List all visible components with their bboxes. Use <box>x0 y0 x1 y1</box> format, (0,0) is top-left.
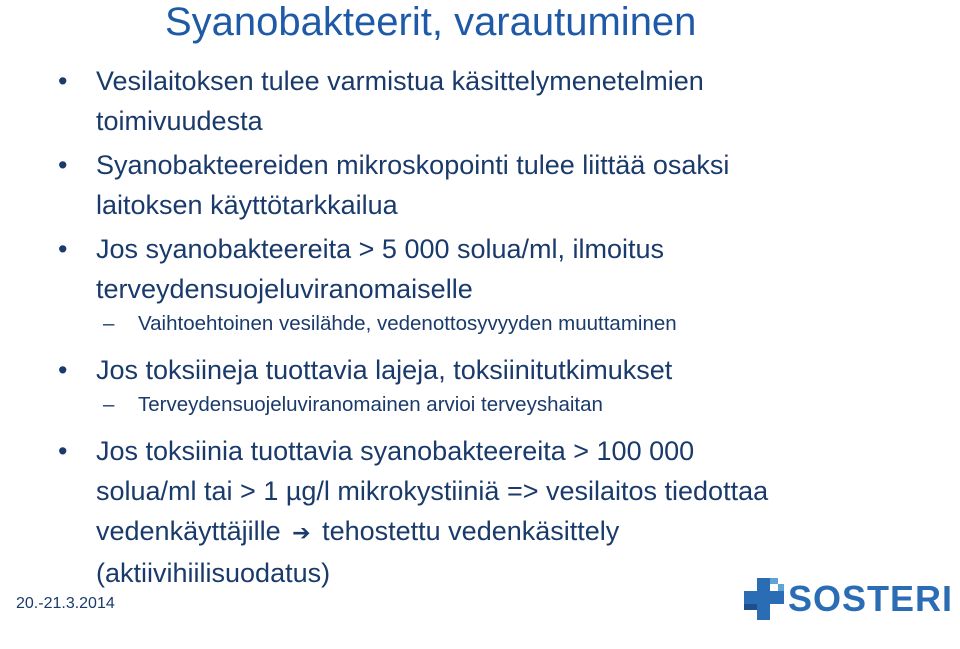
bullet-line: Vesilaitoksen tulee varmistua käsittelymenetelmien <box>96 66 704 96</box>
footer-date: 20.-21.3.2014 <box>16 595 115 612</box>
logo-text: SOSTERI <box>788 578 954 619</box>
bullet-item <box>52 145 932 225</box>
bullet-marker: • <box>58 355 68 385</box>
bullet-line-part: vedenkäyttäjille <box>96 516 281 546</box>
bullet-item <box>52 61 932 141</box>
bullet-item <box>52 229 932 309</box>
sub-bullet-item <box>52 390 932 420</box>
bullet-line: toimivuudesta <box>96 106 263 136</box>
dash-marker: – <box>103 312 115 335</box>
sub-bullet-text: Vaihtoehtoinen vesilähde, vedenottosyvyyden muuttaminen <box>138 312 677 335</box>
bullet-line: terveydensuojeluviranomaiselle <box>96 274 473 304</box>
bullet-marker: • <box>58 436 68 466</box>
bullet-line: (aktiivihiilisuodatus) <box>96 558 331 588</box>
bullet-line: Jos toksiineja tuottavia lajeja, toksiinitutkimukset <box>96 355 673 385</box>
slide-title: Syanobakteerit, varautuminen <box>165 0 697 44</box>
dash-marker: – <box>103 393 115 416</box>
bullet-line: solua/ml tai > 1 µg/l mikrokystiiniä => vesilaitos tiedottaa <box>96 476 769 506</box>
bullet-line: laitoksen käyttötarkkailua <box>96 190 398 220</box>
bullet-line <box>96 511 932 553</box>
bullet-marker: • <box>58 66 68 96</box>
sosteri-logo <box>742 574 954 624</box>
sub-bullet-text: Terveydensuojeluviranomainen arvioi terveyshaitan <box>138 393 603 416</box>
bullet-list <box>52 61 932 597</box>
bullet-marker: • <box>58 234 68 264</box>
cross-logo-icon <box>742 576 786 622</box>
bullet-marker: • <box>58 150 68 180</box>
arrow-right-icon: ➔ <box>292 520 311 545</box>
bullet-item <box>52 350 932 390</box>
bullet-line-part: tehostettu vedenkäsittely <box>322 516 620 546</box>
bullet-item <box>52 431 932 593</box>
bullet-line: Jos syanobakteereita > 5 000 solua/ml, ilmoitus <box>96 234 665 264</box>
bullet-line: Jos toksiinia tuottavia syanobakteereita > 100 000 <box>96 436 695 466</box>
sub-bullet-item <box>52 309 932 339</box>
bullet-line: Syanobakteereiden mikroskopointi tulee liittää osaksi <box>96 150 730 180</box>
